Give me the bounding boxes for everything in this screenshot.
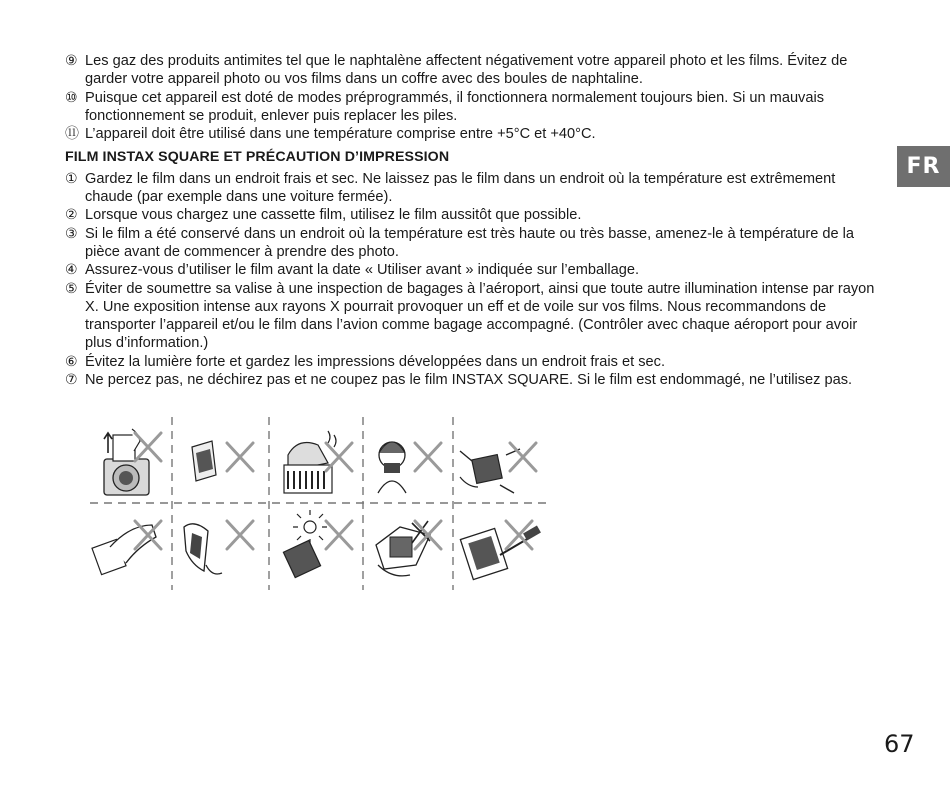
child-biting-film-icon [378, 442, 406, 493]
prohibited-x-icon [135, 433, 161, 461]
item-text: Éviter de soumettre sa valise à une inspection de bagages à l’aéroport, ainsi que toute autre illumination intense par rayon X. Une exposition intense aux rayons X pourrait provoquer un eff et de voile sur vos films. Nous recommandons de transporter l’appareil et/ou le film dans l’avion comme bagage accompagné. (Contrôler avec chaque aéroport pour avoir plus d’information.) [85, 280, 875, 352]
item-number: ⑩ [65, 89, 78, 106]
prohibited-x-icon [510, 443, 536, 471]
list-item [65, 280, 885, 353]
item-text: Si le film a été conservé dans un endroit où la température est très haute ou très basse, amenez-le à température de la pièce avant de commencer à prendre des photo. [85, 225, 855, 260]
sunlight-film-icon [283, 510, 327, 578]
item-text: L’appareil doit être utilisé dans une température comprise entre +5°C et +40°C. [85, 126, 596, 143]
list-item [65, 206, 885, 224]
list-item [65, 52, 885, 89]
bending-film-hands-icon [184, 524, 222, 574]
list-item [65, 125, 885, 143]
prohibited-x-icon [227, 443, 253, 471]
item-text: Assurez-vous d’utiliser le film avant la date « Utiliser avant » indiquée sur l’emballage. [85, 262, 640, 279]
item-text: Gardez le film dans un endroit frais et sec. Ne laissez pas le film dans un endroit où la température est extrêmement chaude (par exemple dans une voiture fermée). [85, 170, 836, 206]
prohibited-x-icon [415, 443, 441, 471]
section-heading: FILM INSTAX SQUARE ET PRÉCAUTION D’IMPRESSION [65, 149, 450, 166]
list-item [65, 170, 885, 207]
item-number: ③ [65, 225, 78, 242]
item-text: Ne percez pas, ne déchirez pas et ne coupez pas le film INSTAX SQUARE. Si le film est endommagé, ne l’utilisez pas. [85, 372, 853, 389]
bent-film-icon [192, 441, 216, 481]
warning-illustrations [88, 415, 558, 595]
item-number: ⑤ [65, 280, 78, 297]
item-text: Les gaz des produits antimites tel que le naphtalène affectent négativement votre appareil photo et les films. Évitez de garder votre appareil photo ou vos films dans un coffre avec des boules de naphtaline. [85, 53, 848, 88]
item-number: ⑥ [65, 353, 78, 370]
item-text: Évitez la lumière forte et gardez les impressions développées dans un endroit frais et sec. [85, 353, 665, 370]
list-item [65, 89, 885, 126]
item-number: ④ [65, 262, 78, 279]
list-item [65, 371, 885, 389]
item-number: ② [65, 207, 78, 224]
item-text: Lorsque vous chargez une cassette film, utilisez le film aussitôt que possible. [85, 207, 582, 224]
list-item [65, 225, 885, 262]
item-number: ⑪ [65, 126, 79, 143]
page-number: 67 [884, 730, 915, 758]
language-tab: FR [897, 146, 950, 187]
piercing-film-icon [460, 526, 541, 580]
instructions-text [65, 52, 885, 389]
item-text: Puisque cet appareil est doté de modes préprogrammés, il fonctionnera normalement toujours bien. Si un mauvais fonctionnement se produit, enlever puis replacer les piles. [85, 89, 825, 124]
prohibited-x-icon [326, 521, 352, 549]
list-item [65, 353, 885, 371]
prohibited-x-icon [326, 443, 352, 471]
item-number: ① [65, 170, 78, 187]
hot-car-film-icon [284, 431, 336, 493]
prohibited-x-icon [227, 521, 253, 549]
item-number: ⑦ [65, 372, 78, 389]
list-item [65, 261, 885, 279]
item-number: ⑨ [65, 53, 78, 69]
